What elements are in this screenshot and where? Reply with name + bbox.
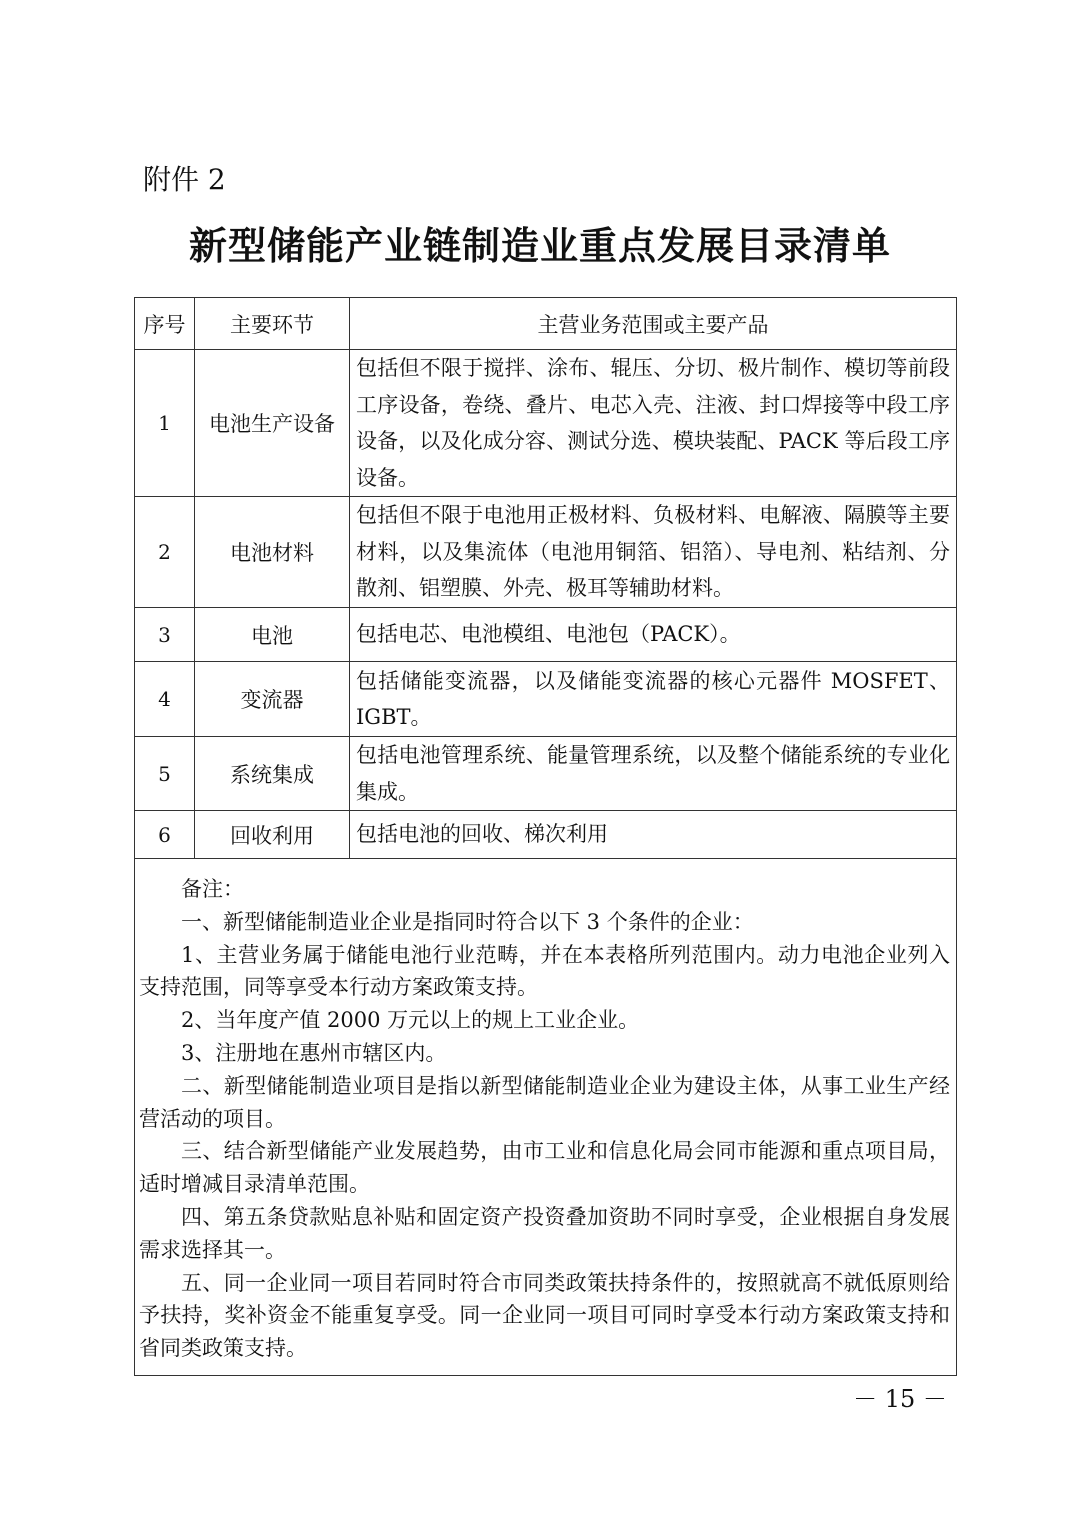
catalog-table	[134, 297, 957, 1376]
notes-row	[135, 859, 957, 1376]
attachment-label: 附件 2	[143, 163, 226, 196]
table-row	[135, 662, 957, 737]
row-stage: 电池生产设备	[195, 350, 350, 497]
row-scope: 包括但不限于搅拌、涂布、辊压、分切、极片制作、模切等前段工序设备，卷绕、叠片、电芯入壳、注液、封口焊接等中段工序设备，以及化成分容、测试分选、模块装配、PACK 等后段工序设备。	[350, 350, 957, 497]
header-scope: 主营业务范围或主要产品	[350, 298, 957, 350]
row-scope: 包括电芯、电池模组、电池包（PACK）。	[350, 608, 957, 662]
table-header-row	[135, 298, 957, 350]
note-item: 三、结合新型储能产业发展趋势，由市工业和信息化局会同市能源和重点项目局，适时增减目录清单范围。	[139, 1139, 950, 1197]
table-row	[135, 350, 957, 497]
document-title: 新型储能产业链制造业重点发展目录清单	[188, 223, 891, 268]
table-row	[135, 608, 957, 662]
note-item: 二、新型储能制造业项目是指以新型储能制造业企业为建设主体，从事工业生产经营活动的项目。	[139, 1073, 950, 1131]
notes-heading: 备注：	[181, 877, 244, 901]
row-stage: 系统集成	[195, 737, 350, 811]
note-item: 四、第五条贷款贴息补贴和固定资产投资叠加资助不同时享受，企业根据自身发展需求选择其一。	[139, 1204, 950, 1262]
notes-cell	[135, 859, 957, 1376]
row-scope: 包括电池的回收、梯次利用	[350, 811, 957, 859]
note-item: 2、当年度产值 2000 万元以上的规上工业企业。	[181, 1008, 640, 1033]
note-item: 五、同一企业同一项目若同时符合市同类政策扶持条件的，按照就高不就低原则给予扶持，奖补资金不能重复享受。同一企业同一项目可同时享受本行动方案政策支持和省同类政策支持。	[139, 1270, 950, 1361]
row-scope: 包括电池管理系统、能量管理系统，以及整个储能系统的专业化集成。	[350, 737, 957, 811]
row-no: 2	[135, 497, 195, 608]
row-stage: 变流器	[195, 662, 350, 737]
row-stage: 电池	[195, 608, 350, 662]
note-item: 1、主营业务属于储能电池行业范畴，并在本表格所列范围内。动力电池企业列入支持范围，同等享受本行动方案政策支持。	[139, 942, 950, 1000]
note-item: 一、新型储能制造业企业是指同时符合以下 3 个条件的企业：	[181, 909, 754, 934]
header-no: 序号	[135, 298, 195, 350]
header-stage: 主要环节	[195, 298, 350, 350]
row-no: 4	[135, 662, 195, 737]
table-row	[135, 497, 957, 608]
table-row	[135, 737, 957, 811]
row-no: 6	[135, 811, 195, 859]
row-no: 5	[135, 737, 195, 811]
row-no: 3	[135, 608, 195, 662]
row-stage: 电池材料	[195, 497, 350, 608]
page-number: － 15 －	[853, 1385, 947, 1413]
row-stage: 回收利用	[195, 811, 350, 859]
row-scope: 包括但不限于电池用正极材料、负极材料、电解液、隔膜等主要材料，以及集流体（电池用铜箔、铝箔）、导电剂、粘结剂、分散剂、铝塑膜、外壳、极耳等辅助材料。	[350, 497, 957, 608]
table-row	[135, 811, 957, 859]
row-no: 1	[135, 350, 195, 497]
note-item: 3、注册地在惠州市辖区内。	[181, 1040, 447, 1065]
row-scope: 包括储能变流器，以及储能变流器的核心元器件 MOSFET、IGBT。	[350, 662, 957, 737]
